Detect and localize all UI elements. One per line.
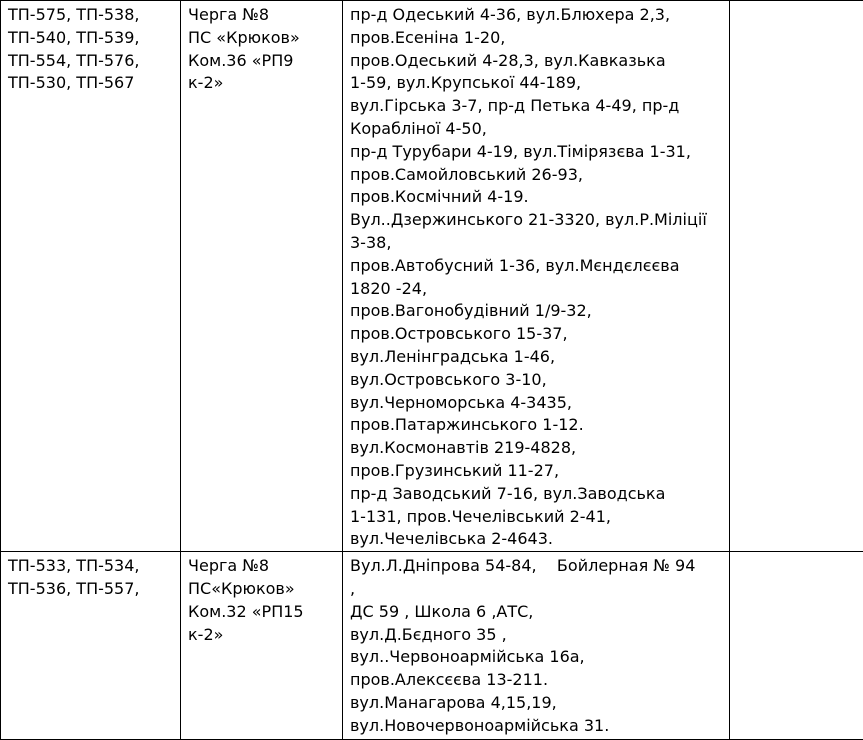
address-line: вул.Д.Бєдного 35 , <box>350 624 723 647</box>
address-line: 1820 -24, <box>350 278 723 301</box>
address-line: , <box>350 578 723 601</box>
address-line: пров.Есеніна 1-20, <box>350 27 723 50</box>
address-line: пров.Алексєєва 13-211. <box>350 669 723 692</box>
address-line: пров.Самойловський 26-93, <box>350 164 723 187</box>
substation-line: ТП-554, ТП-576, <box>8 50 174 73</box>
note-cell <box>730 1 863 552</box>
address-line: 1-131, пров.Чечелівський 2-41, <box>350 506 723 529</box>
address-line: Кораблiної 4-50, <box>350 118 723 141</box>
table-row <box>1 1 863 552</box>
address-line: пров.Грузинський 11-27, <box>350 460 723 483</box>
substation-line: ТП-530, ТП-567 <box>8 72 174 95</box>
substation-line: ТП-533, ТП-534, <box>8 555 174 578</box>
address-line: ДС 59 , Школа 6 ,АТС, <box>350 601 723 624</box>
queue-line: Ком.32 «РП15 <box>188 601 336 624</box>
substation-line: ТП-575, ТП-538, <box>8 4 174 27</box>
note-cell <box>730 552 863 740</box>
address-line: пров.Одеський 4-28,3, вул.Кавказька <box>350 50 723 73</box>
queue-line: Ком.36 «РП9 <box>188 50 336 73</box>
substations-cell <box>1 1 181 552</box>
address-line: Вул..Дзержинського 21-3320, вул.Р.Міліції <box>350 209 723 232</box>
substation-line: ТП-536, ТП-557, <box>8 578 174 601</box>
address-line: вул.Космонавтів 219-4828, <box>350 437 723 460</box>
queue-cell <box>181 1 343 552</box>
address-line: вул.Манагарова 4,15,19, <box>350 692 723 715</box>
address-line: вул.Ленінградська 1-46, <box>350 346 723 369</box>
queue-line: Черга №8 <box>188 4 336 27</box>
address-line: вул.Гірська 3-7, пр-д Петька 4-49, пр-д <box>350 95 723 118</box>
queue-line: ПС «Крюков» <box>188 27 336 50</box>
queue-line: ПС«Крюков» <box>188 578 336 601</box>
address-line: пров.Патаржинського 1-12. <box>350 414 723 437</box>
address-line: вул.Новочервоноармійська 31. <box>350 715 723 738</box>
address-line: Вул.Л.Дніпрова 54-84, Бойлерная № 94 <box>350 555 723 578</box>
address-line: вул..Червоноармійська 16а, <box>350 646 723 669</box>
address-line: 3-38, <box>350 232 723 255</box>
queue-cell <box>181 552 343 740</box>
address-line: вул.Чечелівська 2-4643. <box>350 528 723 551</box>
table-row <box>1 552 863 740</box>
addresses-cell <box>343 552 730 740</box>
address-line: пров.Островського 15-37, <box>350 323 723 346</box>
queue-line: Черга №8 <box>188 555 336 578</box>
substations-cell <box>1 552 181 740</box>
substation-line: ТП-540, ТП-539, <box>8 27 174 50</box>
queue-line: к-2» <box>188 72 336 95</box>
addresses-cell <box>343 1 730 552</box>
address-line: пров.Космічний 4-19. <box>350 186 723 209</box>
address-line: 1-59, вул.Крупської 44-189, <box>350 72 723 95</box>
queue-line: к-2» <box>188 624 336 647</box>
address-line: вул.Черноморська 4-3435, <box>350 392 723 415</box>
address-line: вул.Островського 3-10, <box>350 369 723 392</box>
address-line: пр-д Заводський 7-16, вул.Заводська <box>350 483 723 506</box>
address-line: пр-д Турубари 4-19, вул.Тімірязєва 1-31, <box>350 141 723 164</box>
address-line: пров.Вагонобудівний 1/9-32, <box>350 300 723 323</box>
address-line: пр-д Одеський 4-36, вул.Блюхера 2,3, <box>350 4 723 27</box>
address-line: пров.Автобусний 1-36, вул.Мєндєлєєва <box>350 255 723 278</box>
